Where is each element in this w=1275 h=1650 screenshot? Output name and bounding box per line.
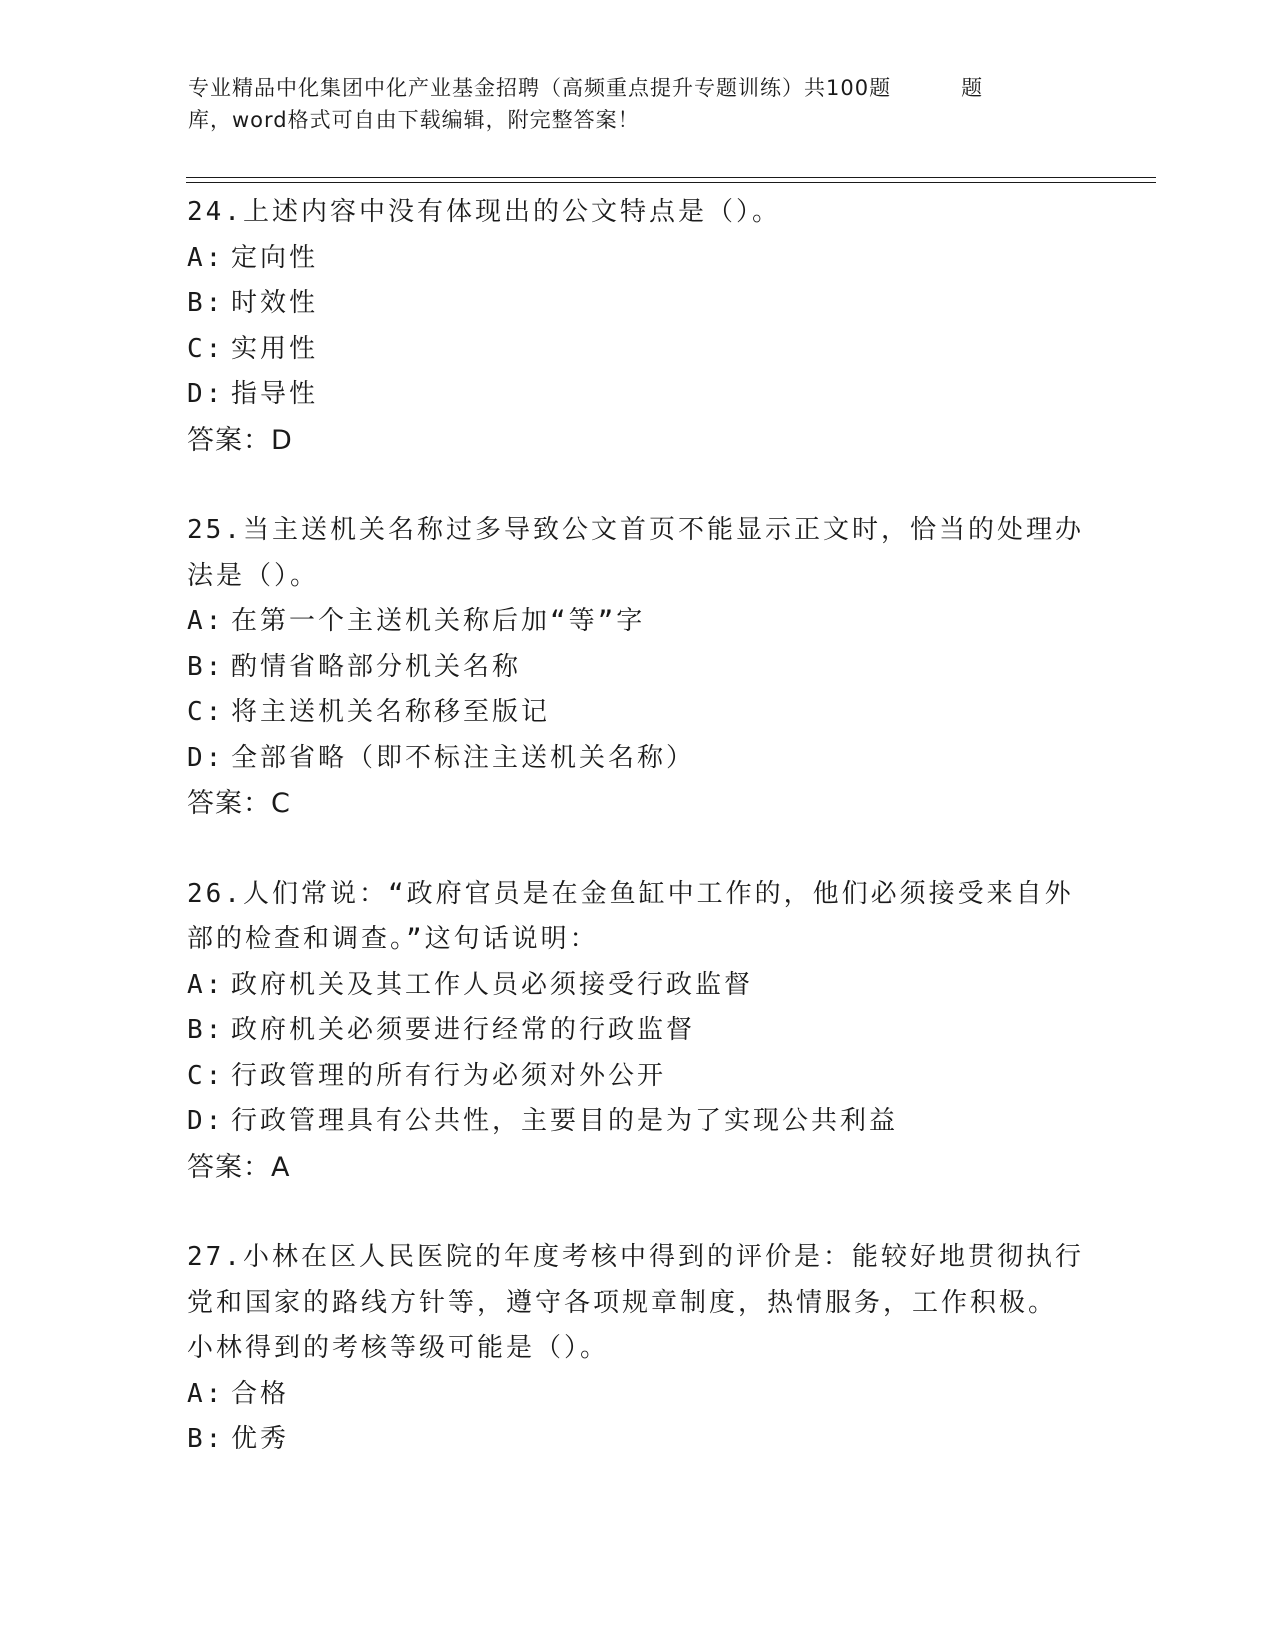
option-a xyxy=(187,963,1087,1009)
header-line-2: 库，word格式可自由下载编辑，附完整答案！ xyxy=(188,108,640,132)
answer-label: 答案：C xyxy=(187,788,291,819)
option-letter: A: xyxy=(187,1378,225,1409)
option-text: 行政管理具有公共性，主要目的是为了实现公共利益 xyxy=(231,1106,899,1136)
question-text-line: 小林得到的考核等级可能是（）。 xyxy=(187,1333,610,1363)
option-text: 指导性 xyxy=(231,379,319,409)
question-26 xyxy=(187,872,1087,1191)
option-text: 优秀 xyxy=(231,1424,290,1454)
question-text-line: 法是（）。 xyxy=(187,560,320,591)
option-text: 定向性 xyxy=(231,242,319,273)
option-d xyxy=(187,1099,1087,1145)
answer-label: 答案：A xyxy=(187,1151,291,1183)
option-text: 政府机关及其工作人员必须接受行政监督 xyxy=(231,969,754,1000)
option-d xyxy=(187,736,1087,782)
option-letter: B: xyxy=(187,288,225,318)
question-text-line: 部的检查和调查。”这句话说明： xyxy=(187,924,599,954)
header-divider-top xyxy=(186,177,1156,178)
option-b xyxy=(187,1417,1087,1463)
option-b xyxy=(187,281,1087,327)
option-text: 政府机关必须要进行经常的行政监督 xyxy=(231,1015,696,1045)
option-text: 将主送机关名称移至版记 xyxy=(231,697,551,727)
question-27 xyxy=(187,1235,1087,1463)
document-header xyxy=(188,72,1088,136)
header-divider-bottom xyxy=(186,182,1156,183)
option-letter: A: xyxy=(187,242,225,273)
option-letter: A: xyxy=(187,969,225,1000)
option-text: 行政管理的所有行为必须对外公开 xyxy=(231,1060,667,1091)
option-letter: B: xyxy=(187,1015,225,1045)
question-text-line: 25.当主送机关名称过多导致公文首页不能显示正文时，恰当的处理办 xyxy=(187,515,1084,545)
option-b xyxy=(187,1008,1087,1054)
header-title-tail: 题 xyxy=(961,76,984,100)
option-a xyxy=(187,599,1087,645)
option-letter: B: xyxy=(187,1424,225,1454)
option-letter: D: xyxy=(187,379,225,409)
option-letter: D: xyxy=(187,1106,225,1136)
option-c xyxy=(187,1054,1087,1100)
option-letter: D: xyxy=(187,742,225,773)
option-letter: C: xyxy=(187,1060,225,1091)
question-text-line: 24.上述内容中没有体现出的公文特点是（）。 xyxy=(187,197,781,227)
option-text: 合格 xyxy=(231,1378,290,1409)
question-list xyxy=(187,190,1087,1508)
option-text: 时效性 xyxy=(231,288,319,318)
question-25 xyxy=(187,508,1087,827)
option-c xyxy=(187,327,1087,373)
option-letter: B: xyxy=(187,651,225,682)
question-text-line: 26.人们常说：“政府官员是在金鱼缸中工作的，他们必须接受来自外 xyxy=(187,878,1074,909)
option-a xyxy=(187,236,1087,282)
option-text: 酌情省略部分机关名称 xyxy=(231,651,522,682)
option-text: 全部省略（即不标注主送机关名称） xyxy=(231,742,696,773)
option-letter: C: xyxy=(187,333,225,364)
option-a xyxy=(187,1372,1087,1418)
option-text: 在第一个主送机关称后加“等”字 xyxy=(231,606,646,636)
header-title: 专业精品中化集团中化产业基金招聘（高频重点提升专题训练）共100题 xyxy=(188,76,892,100)
option-c xyxy=(187,690,1087,736)
header-line-1 xyxy=(188,72,1088,104)
option-b xyxy=(187,645,1087,691)
option-text: 实用性 xyxy=(231,333,319,364)
option-d xyxy=(187,372,1087,418)
question-text-line: 党和国家的路线方针等，遵守各项规章制度，热情服务，工作积极。 xyxy=(187,1287,1058,1318)
answer-label: 答案：D xyxy=(187,424,293,456)
option-letter: A: xyxy=(187,606,225,636)
question-text-line: 27.小林在区人民医院的年度考核中得到的评价是：能较好地贯彻执行 xyxy=(187,1242,1084,1272)
question-24 xyxy=(187,190,1087,463)
option-letter: C: xyxy=(187,697,225,727)
